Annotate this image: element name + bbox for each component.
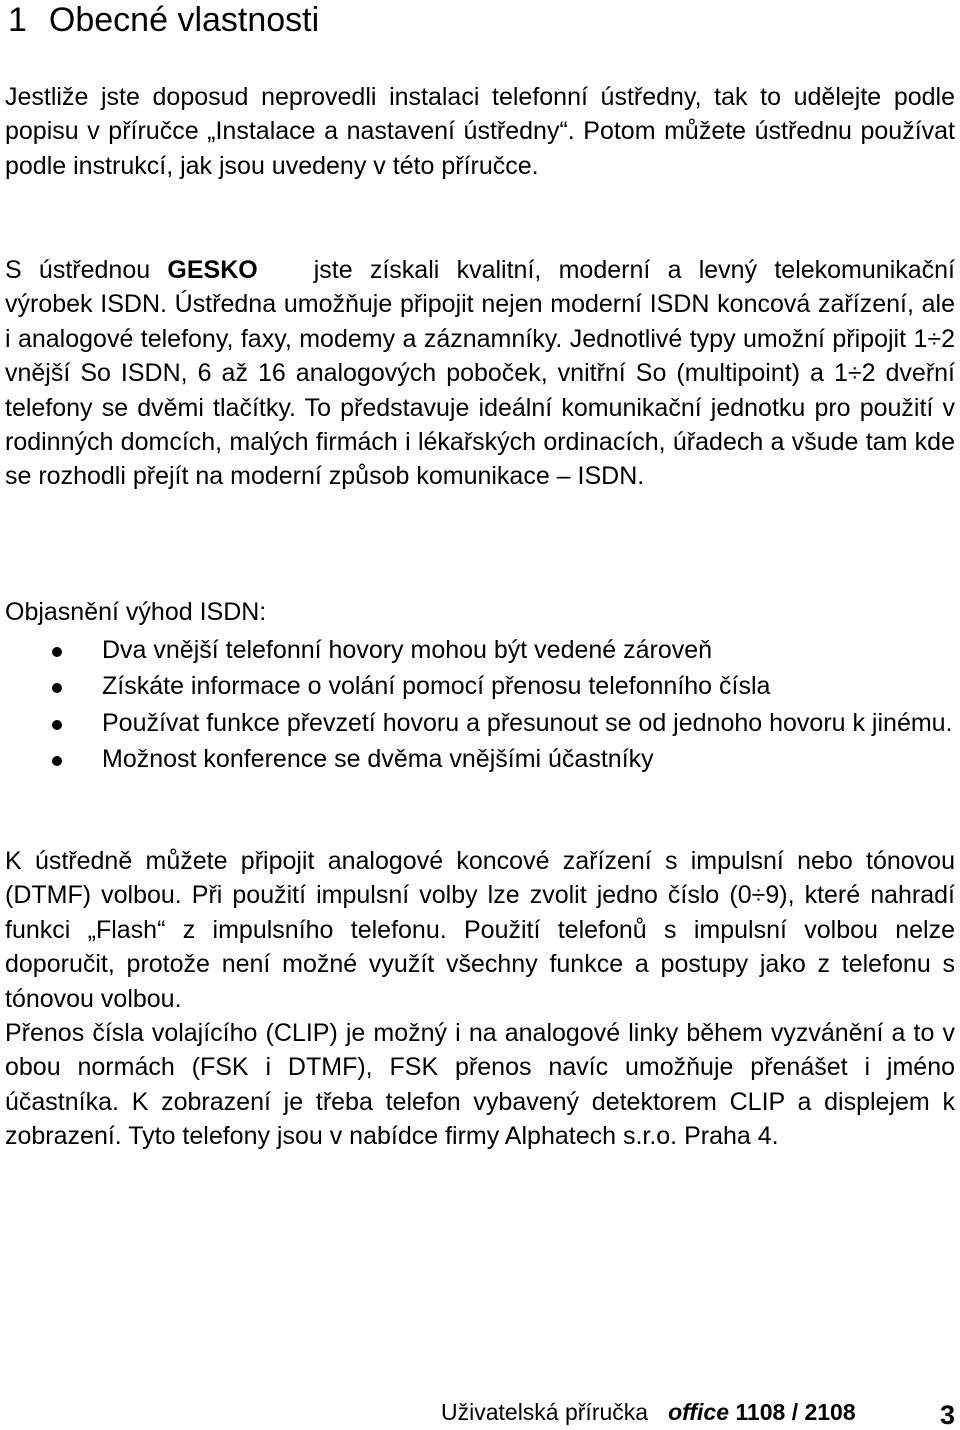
advantages-list xyxy=(0,633,960,779)
list-item xyxy=(0,633,960,667)
section-heading xyxy=(8,0,319,40)
footer-brand: office xyxy=(668,1399,730,1425)
section-number: 1 xyxy=(8,1,27,39)
bullet-icon xyxy=(52,683,62,693)
footer-model: 1108 / 2108 xyxy=(735,1399,856,1425)
gesko-paragraph xyxy=(5,253,955,494)
bullet-icon xyxy=(52,720,62,730)
list-item-text: Možnost konference se dvěma vnějšími účastníky xyxy=(102,745,654,774)
gesko-description: jste získali kvalitní, moderní a levný telekomunikační výrobek ISDN. Ústředna umožňuje připojit nejen moderní ISDN koncová zařízení, ale i analogové telefony, faxy, modemy a záznamníky. Jednotlivé typy umožní připojit 1÷2 vnější So ISDN, 6 až 16 analogových poboček, vnitřní So (multipoint) a 1÷2 dveřní telefony se dvěmi tlačítky. To představuje ideální komunikační jednotku pro použití v rodinných domcích, malých firmách i lékařských ordinacích, úřadech a všude tam kde se rozhodli přejít na moderní způsob komunikace – ISDN. xyxy=(5,256,955,491)
gesko-lead: S ústřednou xyxy=(5,256,151,284)
analog-devices-paragraph: K ústředně můžete připojit analogové koncové zařízení s impulsní nebo tónovou (DTMF) volbou. Při použití impulsní volby lze zvolit jedno číslo (0÷9), které nahradí funkci „Flash“ z impulsního telefonu. Použití telefonů s impulsní volbou nelze doporučit, protože není možné využít všechny funkce a postupy jako z telefonu s tónovou volbou. xyxy=(5,847,955,1013)
section-title: Obecné vlastnosti xyxy=(48,1,320,39)
list-item xyxy=(0,669,960,703)
page-footer xyxy=(441,1397,856,1427)
intro-paragraph: Jestliže jste doposud neprovedli instalaci telefonní ústředny, tak to udělejte podle popisu v příručce „Instalace a nastavení ústředny“. Potom můžete ústřednu používat podle instrukcí, jak jsou uvedeny v této příručce. xyxy=(5,83,955,180)
bullet-icon xyxy=(52,647,62,657)
list-item-text: Získáte informace o volání pomocí přenosu telefonního čísla xyxy=(102,672,771,701)
list-item-text: Používat funkce převzetí hovoru a přesunout se od jednoho hovoru k jinému. xyxy=(102,708,953,737)
footer-manual-title: Uživatelská příručka xyxy=(441,1399,649,1425)
clip-paragraph: Přenos čísla volajícího (CLIP) je možný i na analogové linky během vyzvánění a to v obou normách (FSK i DTMF), FSK přenos navíc umožňuje přenášet i jméno účastníka. K zobrazení je třeba telefon vybavený detektorem CLIP a displejem k zobrazení. Tyto telefony jsou v nabídce firmy Alphatech s.r.o. Praha 4. xyxy=(5,1019,955,1151)
list-item-text: Dva vnější telefonní hovory mohou být vedené zároveň xyxy=(102,636,713,664)
page-number: 3 xyxy=(940,1400,956,1430)
list-item xyxy=(0,742,960,776)
bullet-icon xyxy=(52,756,62,766)
list-item xyxy=(0,706,960,740)
product-name: GESKO xyxy=(167,256,258,284)
advantages-title: Objasnění výhod ISDN: xyxy=(5,598,267,626)
